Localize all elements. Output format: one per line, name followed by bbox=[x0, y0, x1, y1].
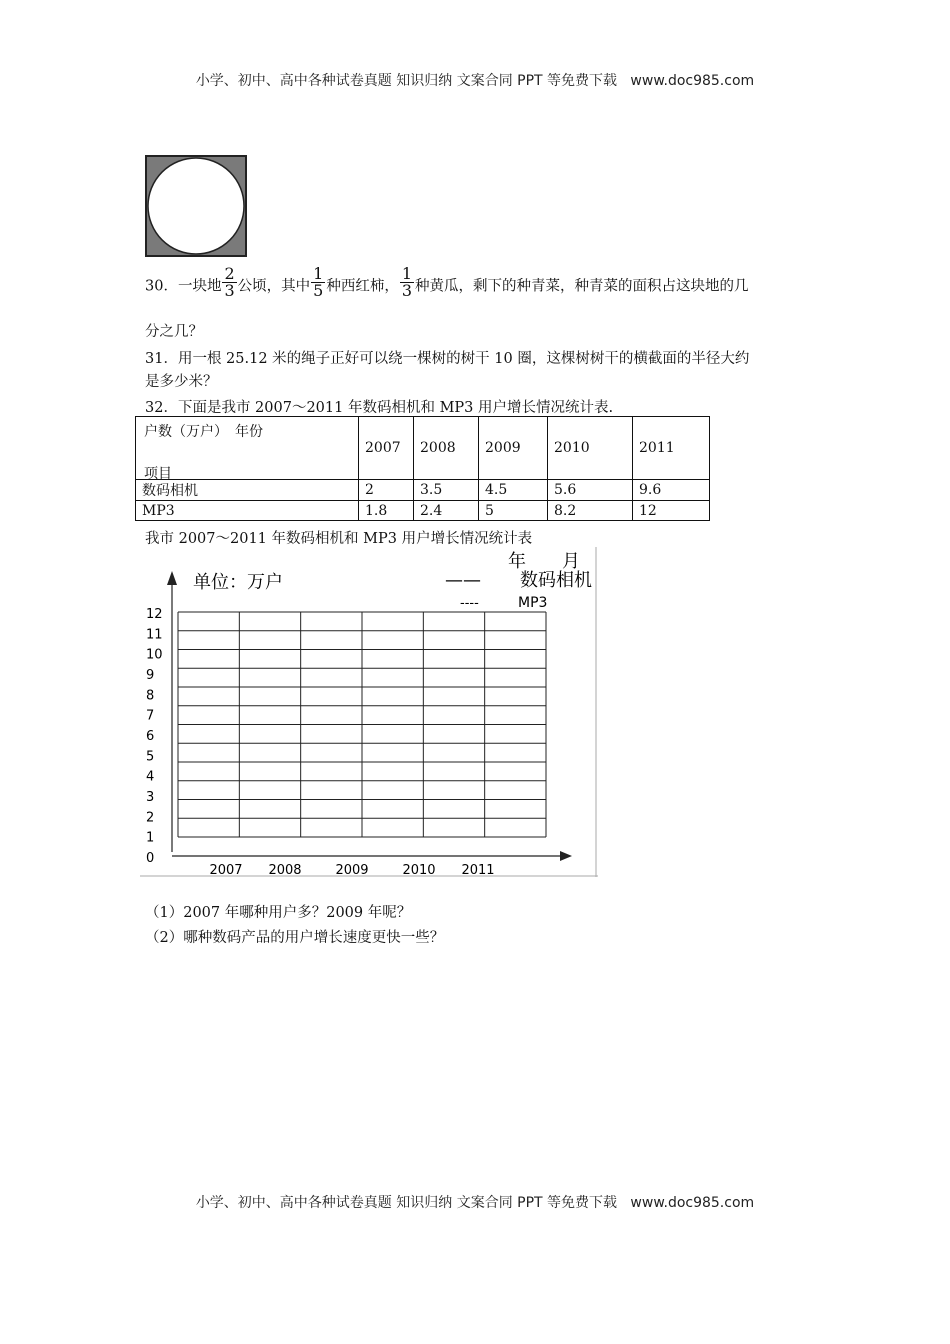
legend-label-mp3: MP3 bbox=[518, 595, 548, 611]
x-tick-label: 2009 bbox=[335, 863, 369, 877]
statistics-table bbox=[135, 416, 710, 521]
y-tick-label: 9 bbox=[146, 668, 155, 683]
cell: 12 bbox=[633, 501, 710, 521]
table-row bbox=[136, 501, 710, 521]
fraction-one-third: $\frac{1}{3}$ bbox=[401, 264, 413, 300]
chart-caption: 我市 2007～2011 年数码相机和 MP3 用户增长情况统计表 bbox=[145, 531, 533, 547]
cell: 1.8 bbox=[359, 501, 414, 521]
cell: 4.5 bbox=[479, 480, 548, 501]
y-tick-labels bbox=[146, 607, 163, 866]
question-32-intro: 32．下面是我市 2007～2011 年数码相机和 MP3 用户增长情况统计表. bbox=[145, 400, 614, 416]
year-header: 2009 bbox=[479, 417, 548, 480]
y-tick-label: 7 bbox=[146, 708, 155, 724]
cell: 5 bbox=[479, 501, 548, 521]
footer-text: 小学、初中、高中各种试卷真题 知识归纳 文案合同 PPT 等免费下载 bbox=[195, 1195, 618, 1211]
line-chart bbox=[140, 547, 598, 877]
y-tick-label: 2 bbox=[146, 810, 155, 826]
year-header: 2010 bbox=[548, 417, 633, 480]
row-label: 数码相机 bbox=[136, 480, 359, 501]
chart-svg bbox=[140, 547, 598, 877]
page-footer bbox=[0, 1192, 950, 1212]
page-header bbox=[0, 70, 950, 90]
legend-label-camera: 数码相机 bbox=[520, 570, 592, 591]
x-tick-labels bbox=[209, 863, 494, 877]
y-tick-label: 6 bbox=[146, 729, 155, 744]
y-tick-label: 8 bbox=[146, 688, 155, 704]
question-30 bbox=[145, 264, 749, 303]
q30-prefix: 30．一块地 bbox=[145, 278, 222, 295]
y-tick-label: 1 bbox=[146, 830, 155, 846]
cell: 3.5 bbox=[414, 480, 479, 501]
cell: 9.6 bbox=[633, 480, 710, 501]
x-tick-label: 2008 bbox=[268, 863, 302, 877]
header-site: www.doc985.com bbox=[630, 73, 755, 89]
sub-question-2: （2）哪种数码产品的用户增长速度更快一些？ bbox=[145, 930, 445, 946]
row-label: MP3 bbox=[136, 501, 359, 521]
x-axis-arrow bbox=[560, 851, 572, 861]
fraction-two-thirds: $\frac{2}{3}$ bbox=[224, 264, 235, 300]
q30-suffix: 种黄瓜，剩下的种青菜，种青菜的面积占这块地的几 bbox=[415, 278, 749, 295]
legend-marker-camera: —— bbox=[445, 570, 481, 591]
table-corner-header: 户数（万户） 年份 项目 bbox=[136, 417, 359, 480]
cell: 5.6 bbox=[548, 480, 633, 501]
table-header-row bbox=[136, 417, 710, 480]
y-tick-label: 10 bbox=[146, 647, 163, 663]
y-tick-label: 5 bbox=[146, 749, 155, 765]
footer-site: www.doc985.com bbox=[630, 1195, 755, 1211]
y-tick-label: 11 bbox=[146, 627, 163, 643]
chart-unit-label: 单位：万户 bbox=[193, 572, 283, 593]
question-31-line2: 是多少米？ bbox=[145, 374, 218, 390]
cell: 8.2 bbox=[548, 501, 633, 521]
chart-date-line: 年 月 bbox=[508, 551, 580, 572]
x-tick-label: 2007 bbox=[209, 863, 243, 877]
circle-in-square-figure bbox=[145, 155, 247, 257]
year-header: 2011 bbox=[633, 417, 710, 480]
q30-mid1: 公顷，其中 bbox=[237, 278, 311, 295]
legend-marker-mp3: ---- bbox=[460, 596, 479, 611]
fraction-one-fifth: $\frac{1}{5}$ bbox=[313, 264, 324, 300]
cell: 2.4 bbox=[414, 501, 479, 521]
q30-mid2: 种西红柿， bbox=[326, 278, 399, 295]
y-tick-label: 4 bbox=[146, 769, 155, 785]
cell: 2 bbox=[359, 480, 414, 501]
y-tick-label: 0 bbox=[146, 851, 155, 866]
table-row bbox=[136, 480, 710, 501]
year-header: 2008 bbox=[414, 417, 479, 480]
chart-grid bbox=[178, 612, 546, 837]
sub-question-1: （1）2007 年哪种用户多？2009 年呢？ bbox=[145, 905, 412, 921]
question-31-line1: 31．用一根 25.12 米的绳子正好可以绕一棵树的树干 10 圈，这棵树树干的横截面的半径大约 bbox=[145, 351, 750, 367]
y-tick-label: 3 bbox=[146, 790, 155, 805]
x-tick-label: 2011 bbox=[461, 863, 495, 877]
header-text: 小学、初中、高中各种试卷真题 知识归纳 文案合同 PPT 等免费下载 bbox=[195, 73, 618, 89]
year-header: 2007 bbox=[359, 417, 414, 480]
x-tick-label: 2010 bbox=[402, 863, 436, 877]
y-tick-label: 12 bbox=[146, 607, 163, 622]
question-30-line2: 分之几？ bbox=[145, 324, 203, 340]
